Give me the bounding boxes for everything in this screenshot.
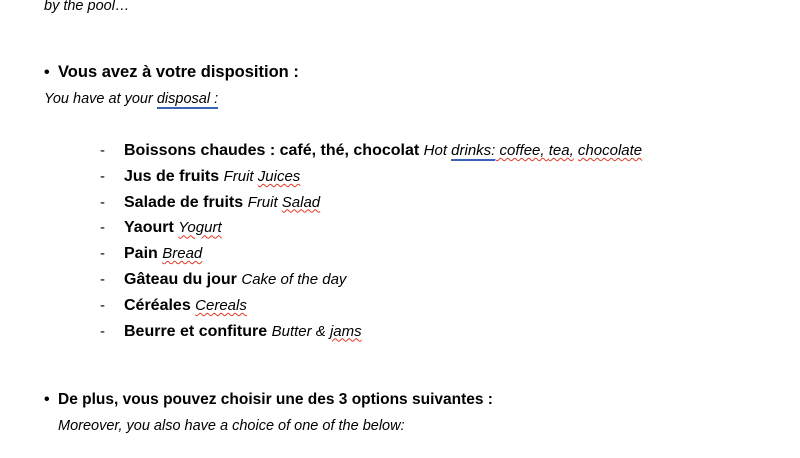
list-item-en-pre: Hot [423,142,452,159]
list-item [100,293,642,319]
top-text-fragment [44,0,129,16]
list-item-en-pre: Fruit [247,193,282,211]
dash-marker: - [100,219,105,237]
dash-marker: - [100,245,105,263]
list-item-fr: Pain [124,245,158,263]
section-disposal-heading [44,60,299,85]
dash-marker: - [100,296,105,314]
list-item-en-mid: Cereals [195,296,247,314]
dash-marker: - [100,270,105,288]
list-item-en-post-a: coffee, [495,142,549,159]
list-item [100,267,642,293]
bullet-icon: • [44,391,50,408]
dash-marker: - [100,193,105,211]
section-options-translation-text: Moreover, you also have a choice of one of the below: [58,418,405,434]
section-disposal-translation-prefix: You have at your [44,91,157,107]
list-item-en-mid: jams [329,322,362,340]
list-item [100,215,642,241]
list-item [100,164,642,190]
section-options-heading-fr: De plus, vous pouvez choisir une des 3 options suivantes : [58,391,493,408]
list-item-fr: Céréales [124,296,191,314]
bullet-icon: • [44,64,50,81]
list-item [100,190,642,216]
list-item-fr: Beurre et confiture [124,322,268,340]
list-item-fr: Boissons chaudes : café, thé, chocolat [124,142,420,159]
list-item-fr: Jus de fruits [124,167,220,185]
list-item-fr: Salade de fruits [124,193,244,211]
dash-marker: - [100,142,105,159]
section-disposal-heading-fr: Vous avez à votre disposition : [58,63,299,81]
section-disposal-translation-underlined: disposal : [156,91,219,107]
section-options-heading [44,388,493,412]
list-item-en-mid: Salad [281,193,321,211]
breakfast-items-list [100,138,642,344]
top-text-fragment-text: by the pool… [44,0,130,14]
list-item-en-post-d: chocolate [577,142,643,159]
list-item-en-pre: Cake of the day [241,270,347,288]
list-item-en-pre: Butter & [271,322,330,340]
list-item-en-mid: Yogurt [178,219,222,237]
section-options-translation [58,415,493,437]
list-item [100,241,642,267]
list-item-en-pre: Fruit [223,167,258,185]
section-options [44,388,493,437]
list-item-fr: Gâteau du jour [124,270,237,288]
section-disposal [44,60,299,110]
list-item-en-post-b: tea, [548,142,574,159]
dash-marker: - [100,322,105,340]
list-item-en-mid: Juices [257,167,301,185]
list-item-en-mid: Bread [162,245,203,263]
list-item [100,138,642,164]
list-item-en-grammar: drinks: [451,142,496,159]
dash-marker: - [100,167,105,185]
list-item [100,319,642,345]
list-item-fr: Yaourt [124,219,174,237]
section-disposal-translation [44,88,299,110]
